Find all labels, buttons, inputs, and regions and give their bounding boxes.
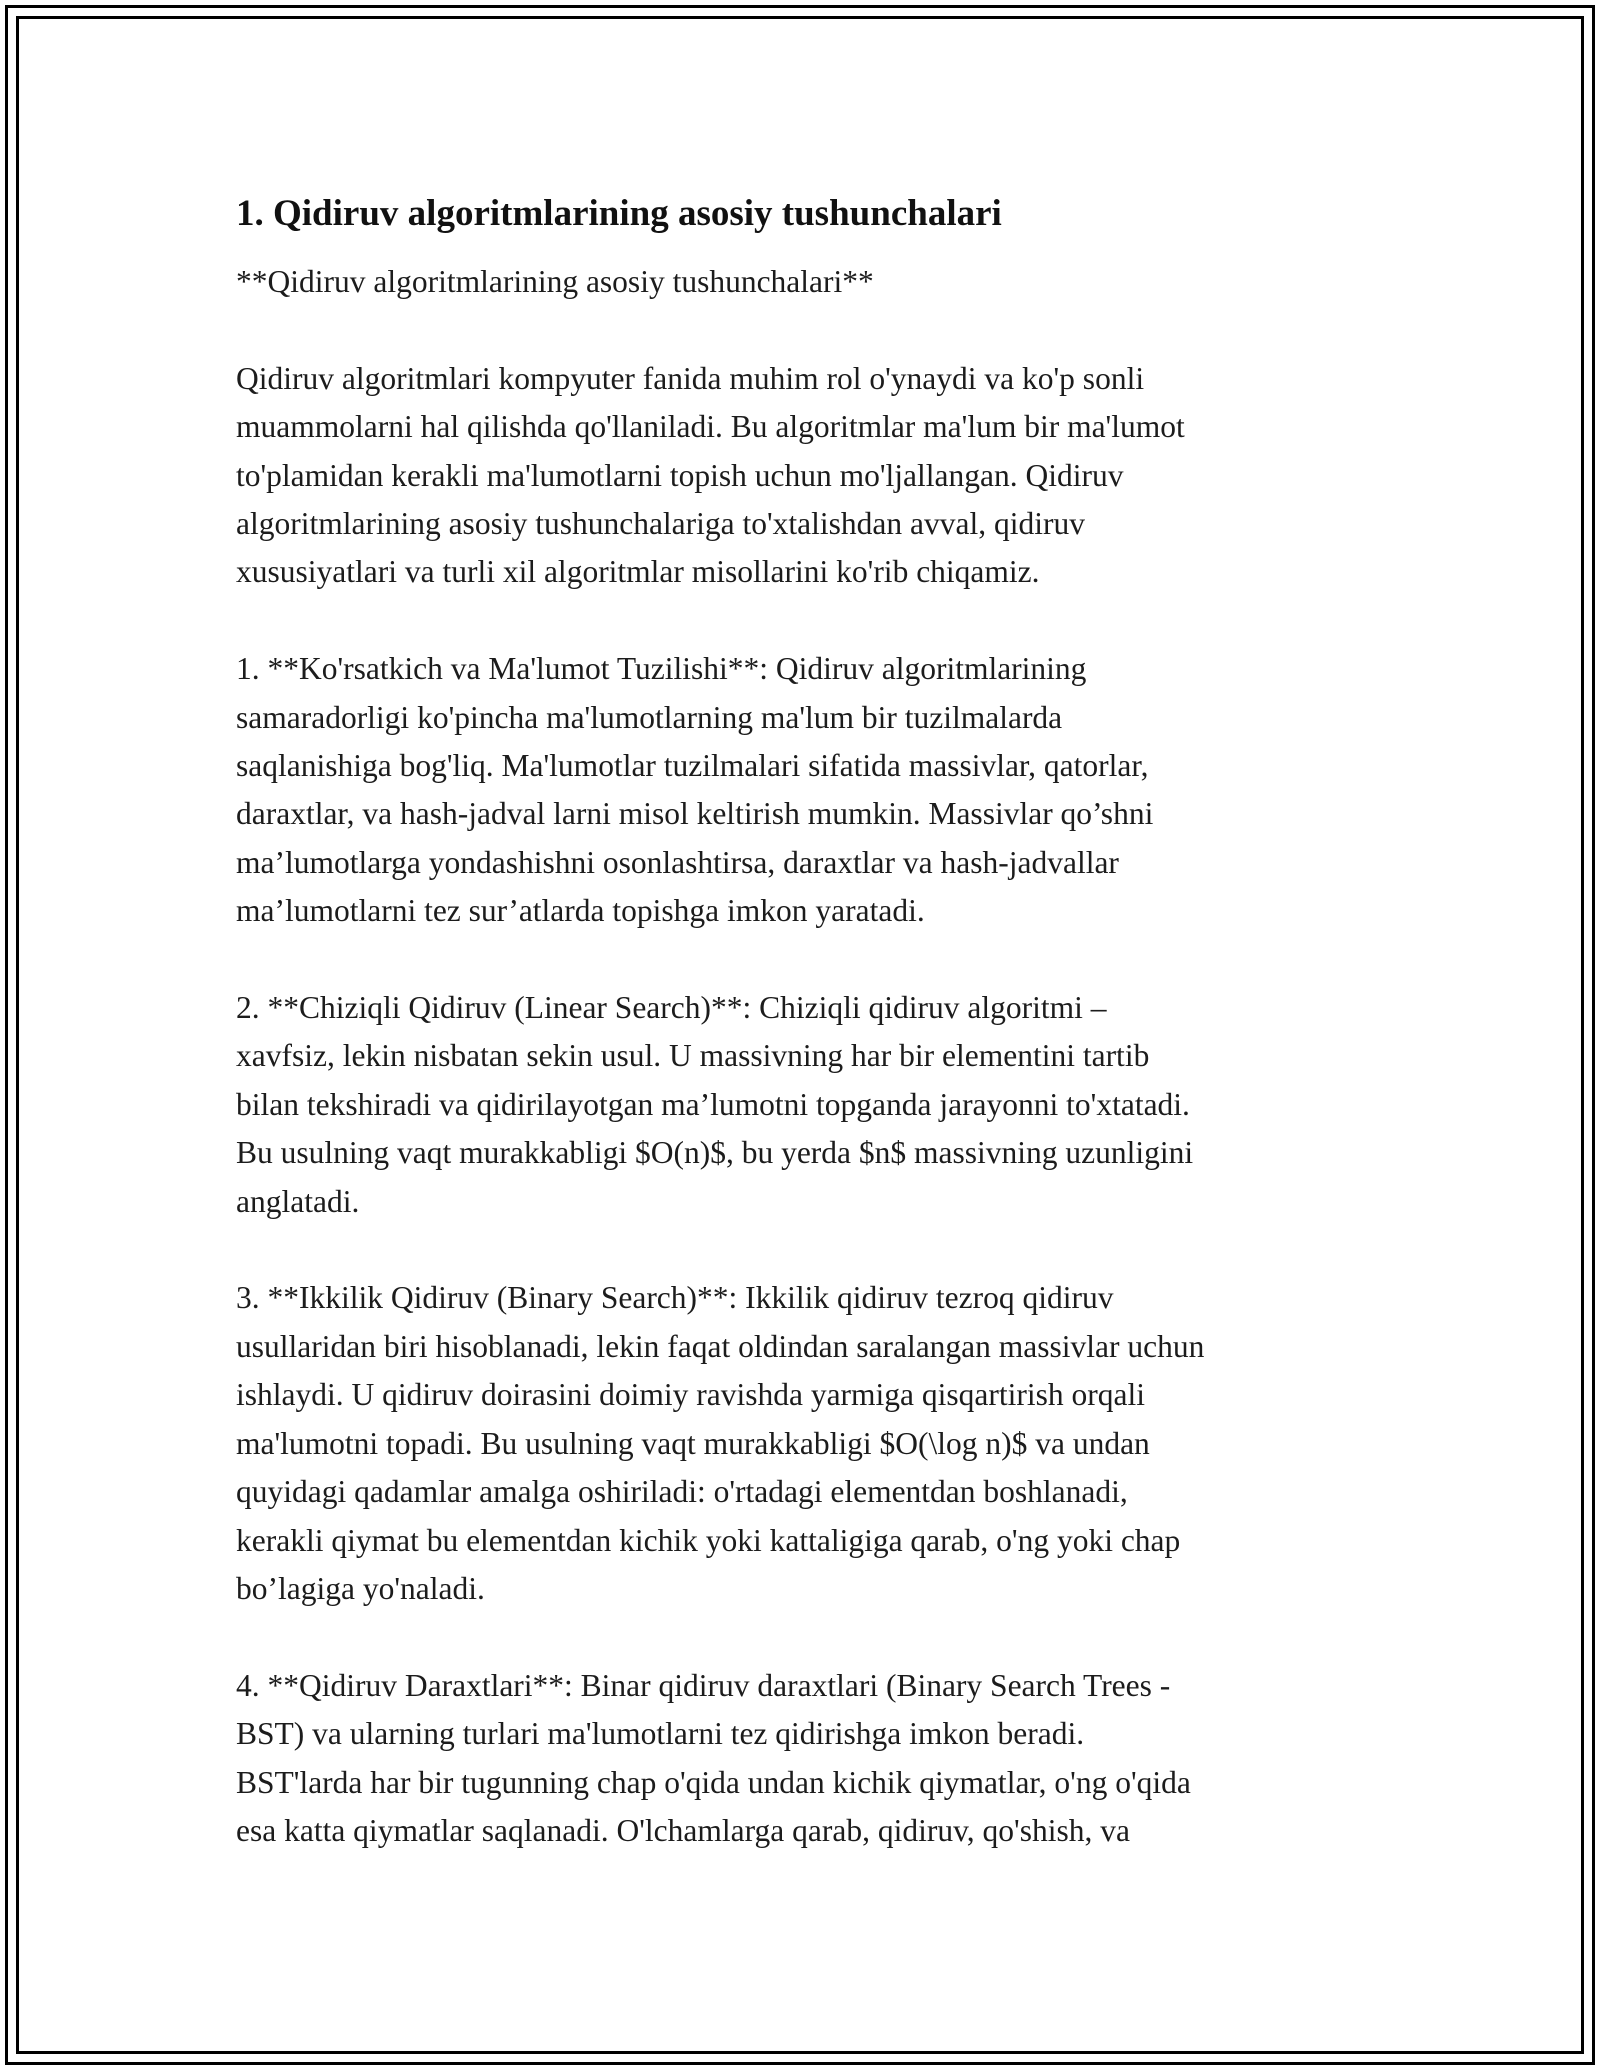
document-body: [236, 186, 1371, 1904]
list-item-paragraph-2: [236, 984, 1371, 1226]
text-line: Qidiruv algoritmlari kompyuter fanida muhim rol o'ynaydi va ko'p sonli: [236, 360, 1145, 396]
text-line: quyidagi qadamlar amalga oshiriladi: o'rtadagi elementdan boshlanadi,: [236, 1474, 1128, 1510]
text-line: bilan tekshiradi va qidirilayotgan ma’lumotni topganda jarayonni to'xtatadi.: [236, 1086, 1190, 1122]
text-line: BST'larda har bir tugunning chap o'qida undan kichik qiymatlar, o'ng o'qida: [236, 1764, 1191, 1800]
text-line: ma’lumotlarga yondashishni osonlashtirsa, daraxtlar va hash-jadvallar: [236, 844, 1119, 880]
text-line: 3. **Ikkilik Qidiruv (Binary Search)**: Ikkilik qidiruv tezroq qidiruv: [236, 1280, 1114, 1316]
text-line: ma'lumotni topadi. Bu usulning vaqt murakkabligi $O(\log n)$ va undan: [236, 1425, 1150, 1461]
text-line: xususiyatlari va turli xil algoritmlar misollarini ko'rib chiqamiz.: [236, 554, 1040, 590]
text-line: muammolarni hal qilishda qo'llaniladi. Bu algoritmlar ma'lum bir ma'lumot: [236, 409, 1185, 445]
text-line: ma’lumotlarni tez sur’atlarda topishga imkon yaratadi.: [236, 893, 925, 929]
list-item-paragraph-3: [236, 1274, 1371, 1613]
text-line: 2. **Chiziqli Qidiruv (Linear Search)**: Chiziqli qidiruv algoritmi –: [236, 990, 1107, 1026]
text-line: 1. **Ko'rsatkich va Ma'lumot Tuzilishi**: Qidiruv algoritmlarining: [236, 651, 1087, 687]
text-line: bo’lagiga yo'naladi.: [236, 1570, 485, 1606]
text-line: ishlaydi. U qidiruv doirasini doimiy ravishda yarmiga qisqartirish orqali: [236, 1377, 1145, 1413]
text-line: saqlanishiga bog'liq. Ma'lumotlar tuzilmalari sifatida massivlar, qatorlar,: [236, 748, 1149, 784]
text-line: anglatadi.: [236, 1183, 360, 1219]
section-heading: 1. Qidiruv algoritmlarining asosiy tushunchalari: [236, 193, 1002, 234]
text-line: **Qidiruv algoritmlarining asosiy tushunchalari**: [236, 264, 874, 299]
text-line: algoritmlarining asosiy tushunchalariga to'xtalishdan avval, qidiruv: [236, 506, 1085, 542]
text-line: 4. **Qidiruv Daraxtlari**: Binar qidiruv daraxtlari (Binary Search Trees -: [236, 1667, 1171, 1703]
text-line: samaradorligi ko'pincha ma'lumotlarning ma'lum bir tuzilmalarda: [236, 699, 1063, 735]
intro-paragraph: [236, 355, 1371, 597]
text-line: daraxtlar, va hash-jadval larni misol keltirish mumkin. Massivlar qo’shni: [236, 796, 1154, 832]
bold-subtitle-paragraph: [236, 258, 1371, 306]
text-line: to'plamidan kerakli ma'lumotlarni topish uchun mo'ljallangan. Qidiruv: [236, 457, 1124, 493]
text-line: Bu usulning vaqt murakkabligi $O(n)$, bu yerda $n$ massivning uzunligini: [236, 1135, 1194, 1171]
text-line: kerakli qiymat bu elementdan kichik yoki kattaligiga qarab, o'ng yoki chap: [236, 1522, 1181, 1558]
text-line: xavfsiz, lekin nisbatan sekin usul. U massivning har bir elementini tartib: [236, 1038, 1150, 1074]
list-item-paragraph-1: [236, 645, 1371, 935]
text-line: esa katta qiymatlar saqlanadi. O'lchamlarga qarab, qidiruv, qo'shish, va: [236, 1812, 1130, 1848]
list-item-paragraph-4: [236, 1662, 1371, 1856]
text-line: BST) va ularning turlari ma'lumotlarni tez qidirishga imkon beradi.: [236, 1716, 1085, 1752]
text-line: usullaridan biri hisoblanadi, lekin faqat oldindan saralangan massivlar uchun: [236, 1328, 1205, 1364]
